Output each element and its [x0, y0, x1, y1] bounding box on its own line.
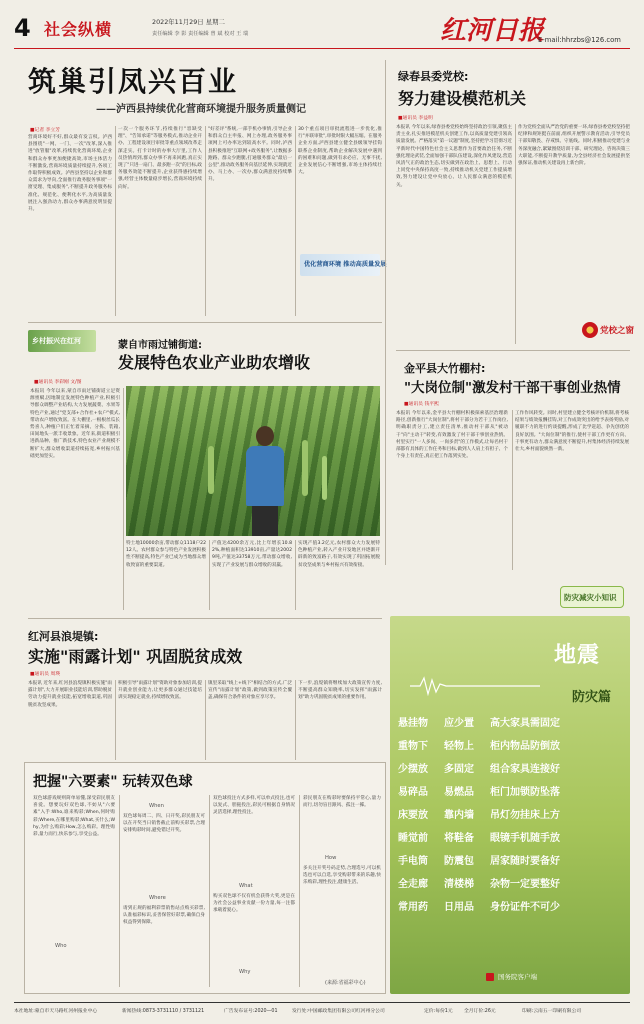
column-divider: [295, 680, 296, 760]
tip-text: 日用品: [444, 902, 474, 913]
right-top-byline: ■通讯员 李益明: [398, 116, 433, 121]
right-top-body-col2: 作为党校全面从严治党的重要一环,绿春县委党校坚持把纪律和规矩挺在前面,组织开展警示教育活动,引导党员干部知敬畏、存戒惧、守底线。同时,积极推动党建与业务深度融合,紧紧围绕培训干部、研究理论、咨询决策三大职能,不断提升教学质量,为全县经济社会发展提供坚强保证,推动机关建设再上新台阶。: [518, 125, 630, 167]
tip-text: 吊灯勿挂床上方: [490, 810, 560, 821]
footer-address: 本社地址:蒙自市天马路红河州报业中心: [14, 1009, 98, 1014]
right-top-title: 努力建设模范机关: [398, 89, 527, 108]
section-rule: [396, 350, 630, 351]
tip-text: 高大家具需固定: [490, 718, 560, 729]
tip-text: 重物下: [398, 741, 428, 752]
lottery-col4: 彩民朋友在购彩时要保持平常心,量力而行,切勿盲目跟风、孤注一掷。: [303, 796, 381, 809]
honghe-body-col4: 下一步,浪堤镇将继续加大政策宣传力度,不断提高群众知晓率,切实发挥"雨露计划"助力巩固脱贫成果的重要作用。: [298, 681, 382, 701]
feature-body-col3: 产值达4200余万元,比上年增长10.82%,种植面积达13910亩,产量达20029吨,产值达33758万元,带动群众增收,实现了产业发展与群众增收的双赢。: [212, 541, 292, 568]
subhead-why: Why: [239, 969, 251, 975]
editors-line: 责任编辑 李 影 责任编辑 曾 斌 校对 王 瑞: [152, 31, 249, 37]
disaster-header-tag: [560, 582, 624, 612]
feature-body-col2: 特土地10000余亩,带动群众1118户2212人。农村群众参与特色产业发展积极性不断提高,特色产业已成为当地群众增收致富的重要渠道。: [126, 541, 206, 568]
honghe-body-col1: 本报讯 近年来,红河县浪堤镇积极实施"雨露计划",大力开展职业技能培训,帮助脱贫劳动力提升就业技能,拓宽增收渠道,巩固脱贫攻坚成果。: [28, 681, 112, 708]
feature-title: 发展特色农业产业助农增收: [118, 353, 311, 372]
footer: [14, 1007, 630, 1019]
column-divider: [115, 680, 116, 760]
tip-text: 全走廊: [398, 879, 428, 890]
column-divider: [205, 680, 206, 760]
column-divider: [205, 126, 206, 316]
tip-row: [398, 714, 626, 729]
column-divider: [209, 795, 210, 987]
seismic-wave-icon: [410, 676, 540, 696]
feature-byline: ■通讯员 李彩刚 文/图: [34, 380, 82, 385]
column-divider: [512, 410, 513, 570]
tip-row: [398, 783, 626, 798]
lottery-col1: 双色球游戏规则简单易懂,深受彩民朋友喜爱。想要玩好双色球,不妨从"六要素"入手:Who,谁来购彩;When,何时购彩;Where,在哪里购彩;What,买什么;Why,为什么购彩;How,怎么购彩。理性购彩,量力而行,快乐参与,享受公益。: [33, 796, 115, 838]
feature-kicker: 蒙自市雨过铺街道:: [118, 340, 202, 351]
photo-gourd: [302, 440, 308, 496]
tip-text: 悬挂物: [398, 718, 428, 729]
paper-logo: 红河日报: [440, 16, 545, 46]
footer-phone: 新闻热线:0873-3731110 / 3731121: [122, 1009, 205, 1014]
jinping-byline: ■通讯员 钱平熙: [404, 402, 439, 407]
footer-ad-license: 广告发布证号:2020—01: [224, 1009, 278, 1014]
jinping-kicker: 金平县大竹棚村:: [404, 362, 486, 375]
page-number: 4: [14, 14, 31, 42]
right-top-kicker: 绿春县委党校:: [398, 70, 469, 83]
lead-body-col3: "好差评"系统,一部手机办事情,引导企业和群众自主申报、网上办理,政务服务事项网上可办率达到较高水平。同时,泸西县积极推进"互联网+政务服务",让数据多跑路、群众少跑腿,打通服务群众"最后一公里",推动政务服务向基层延伸,实现就近办、马上办、一次办,群众满意度持续攀升。: [208, 127, 292, 183]
lead-body-col2: 一次一个服务环节,持续推行"容缺受理"、"告知承诺"等服务模式,推动企业开办、工程建设项目审批等重点领域改革走深走实。打卡计时的办事大厅里,工作人员热情周到,群众办事不再来回跑,真正实现了"只进一扇门、最多跑一次"的目标,政务服务效能不断提升,企业获得感持续增强,经营主体数量稳步增长,营商环境持续向好。: [118, 127, 202, 190]
jinping-title: "大岗位制"激发村干部干事创业热情: [404, 380, 621, 396]
feature-body-col4: 实现产值3.2亿元,农村群众大力发展特色种植产业,转入产业开发地区并逐渐开辟新的致富路子,有效实现了巩固拓展脱贫攻坚成果与乡村振兴有效衔接。: [298, 541, 380, 568]
tip-text: 将鞋备: [444, 833, 474, 844]
badge-label: 党校之窗: [600, 326, 635, 336]
subhead-how: How: [325, 855, 337, 861]
lottery-col4b: 多关注开奖号码走势,合理选号,可以机选也可以自选,享受购彩带来的乐趣,快乐购彩,理性投注,健康生活。: [303, 866, 381, 886]
photo-gourd: [322, 456, 327, 500]
lottery-title: 把握"六要素" 玩转双色球: [33, 774, 193, 790]
tip-text: 易燃品: [444, 787, 474, 798]
disaster-header-label: 防灾减灾小知识: [564, 593, 617, 602]
section-rule: [28, 618, 382, 619]
tip-text: 身份证件不可少: [490, 902, 560, 913]
honghe-title: 实施"雨露计划" 巩固脱贫成效: [28, 647, 243, 666]
disaster-tips-grid: [398, 714, 626, 921]
masthead-rule: [14, 48, 630, 49]
jinping-body-col1: 本报讯 今年以来,金平县大竹棚村积极探索基层治理新路径,创新推行"大岗位制",将村干部分为若干工作岗位,明确职责分工,建立责任清单,推动村干部从"被动干"向"主动干"转变,有效激发了村干部干事创业热情。村里实行"一人多岗、一岗多责"的工作模式,让每名村干部都有具体的工作任务和目标,做到人人肩上有担子、个个身上有责任,真正把工作落到实处。: [396, 411, 508, 460]
column-divider: [295, 126, 296, 316]
tip-text: 轻物上: [444, 741, 474, 752]
tip-text: 多固定: [444, 764, 474, 775]
tip-text: 居家随时要备好: [490, 856, 560, 867]
lottery-source: (来源:省福彩中心): [325, 980, 366, 986]
disaster-title: 地震: [554, 643, 601, 668]
tip-row: [398, 806, 626, 821]
party-school-badge: [582, 320, 634, 340]
tip-row: [398, 875, 626, 890]
lead-body-col1: 营商环境好不好,群众最有发言权。泸西县围绕"一网、一门、一次"改革,深入推进"放管服"改革,持续优化营商环境,企业和群众办事更加便捷高效,市场主体活力不断激发,营商环境质量持续提升,各项工作取得积极成效。泸西县坚持以企业和群众需求为导向,全面推行政务服务事项"一窗受理、集成服务",不断提升政务服务标准化、规范化、便利化水平,为高质量发展注入强劲动力,群众办事满意度明显提升。: [28, 135, 112, 213]
column-divider: [119, 795, 120, 987]
disaster-subtitle: 防灾篇: [572, 690, 612, 705]
tip-text: 组合家具连接好: [490, 764, 560, 775]
disaster-panel: [390, 616, 630, 994]
subhead-where: Where: [149, 895, 166, 901]
tip-text: 应少置: [444, 718, 474, 729]
tip-row: [398, 852, 626, 867]
lead-subtitle: ——泸西县持续优化营商环境提升服务质量侧记: [96, 104, 306, 115]
tip-row: [398, 898, 626, 913]
tip-text: 易碎品: [398, 787, 428, 798]
tip-text: 柜门加锁防坠落: [490, 787, 560, 798]
column-tag-label: 乡村振兴在红河: [32, 337, 81, 345]
tip-row: [398, 760, 626, 775]
column-divider: [295, 540, 296, 610]
footer-price: 定价:每份1元: [424, 1009, 453, 1014]
banner-text: 优化营商环境 推动高质量发展: [304, 261, 387, 268]
subhead-who: Who: [55, 943, 67, 949]
lead-byline: ■记者 李立芳: [30, 128, 61, 133]
subhead-what: What: [239, 883, 253, 889]
column-divider: [209, 540, 210, 610]
honghe-kicker: 红河县浪堤镇:: [28, 630, 99, 643]
lead-headline: 筑巢引凤兴百业: [28, 65, 239, 98]
lottery-col2b: 请到正规的福利彩票销售站点购买彩票,认准福彩标识,妥善保管好彩票,确保自身权益得到保障。: [123, 906, 205, 926]
emblem-icon: [582, 322, 598, 338]
lead-body-col4: 30个重点项目审批流程进一步优化,推行"并联审批",审批时限大幅压缩。在服务企业方面,泸西县建立健全县级领导挂钩联系企业制度,帮助企业解决发展中遇到的困难和问题,做到有求必应、无事不扰,企业发展信心不断增强,市场主体持续壮大。: [298, 127, 382, 176]
feature-photo: [126, 386, 380, 536]
footer-rule: [14, 1002, 630, 1003]
tip-text: 常用药: [398, 902, 428, 913]
column-divider: [515, 124, 516, 344]
section-rule: [28, 322, 382, 323]
feature-body-col1: 本报讯 今年以来,蒙自市雨过铺街道立足资源禀赋,因地制宜发展特色种植产业,积极引导群众调整产业结构,大力发展蔬菜、水果等特色产业,通过"党支部+合作社+农户"模式,带动农户增收致富。在大棚里,一根根丝瓜长势喜人,种植户们正忙着采摘、分拣、装箱,田间地头一派丰收景象。近年来,街道积极引进新品种、推广新技术,特色农业产业规模不断扩大,群众增收渠道持续拓宽,乡村振兴基础更加坚实。: [30, 389, 120, 459]
column-divider: [115, 126, 116, 316]
column-divider: [385, 60, 386, 565]
issue-date: 2022年11月29日 星期二: [152, 18, 225, 26]
credit-text: 国务院客户端: [498, 973, 537, 981]
tip-text: 靠内墙: [444, 810, 474, 821]
subhead-when: When: [149, 803, 164, 809]
tip-text: 柜内物品防倒放: [490, 741, 560, 752]
tip-row: [398, 829, 626, 844]
tip-row: [398, 737, 626, 752]
photo-person: [244, 426, 286, 536]
contact-email: E-mail:hhrzbs@126.com: [538, 36, 621, 44]
tip-text: 少摆放: [398, 764, 428, 775]
section-title: 社会纵横: [44, 20, 113, 39]
column-tag: [28, 330, 96, 352]
tip-text: 睡觉前: [398, 833, 428, 844]
column-divider: [123, 388, 124, 610]
lottery-col3: 双色球投注方式多样,可以单式投注,也可以复式、胆拖投注,彩民可根据自身情况灵活选择,理性投注。: [213, 796, 295, 816]
photo-gourd: [208, 446, 214, 494]
lottery-col2: 双色球每周二、四、日开奖,彩民朋友可以在开奖当日销售截止前购买彩票,合理安排购彩时间,避免错过开奖。: [123, 814, 205, 834]
tip-text: 床要放: [398, 810, 428, 821]
tip-text: 杂物一定要整好: [490, 879, 560, 890]
footer-monthly: 全月订价:26元: [464, 1009, 496, 1014]
lead-highlight-banner: [300, 254, 387, 276]
tip-text: 手电筒: [398, 856, 428, 867]
honghe-body-col2: 积极引导"雨露计划"资助对象参加培训,提升就业创业能力,让更多群众通过技能培训实现稳定就业,持续增收致富。: [118, 681, 202, 701]
tip-text: 清楼梯: [444, 879, 474, 890]
column-divider: [299, 795, 300, 987]
lottery-col3b: 购买双色球不仅有机会获得大奖,更是在为社会公益事业贡献一份力量,每一注都承载着爱心。: [213, 894, 295, 914]
footer-printer: 印刷:云南五一印刷有限公司: [522, 1009, 582, 1014]
honghe-body-col3: 镇里采取"线上+线下"相结合的方式,广泛宣传"雨露计划"政策,做到政策宣传全覆盖,确保符合条件的对象应享尽享。: [208, 681, 292, 701]
app-icon: [486, 973, 494, 981]
tip-text: 防震包: [444, 856, 474, 867]
tip-text: 眼镜手机随手放: [490, 833, 560, 844]
lottery-box: [24, 762, 386, 994]
right-top-body-col1: 本报讯 今年以来,绿春县委党校始终坚持政治引领,聚焦主责主业,扎实推进模范机关创建工作,以高质量党建引领高质量发展。严格落实"第一议题"制度,坚持把学习贯彻习近平新时代中国特色社会主义思想作为首要政治任务,不断强化理论武装,全面加强干部队伍建设,深化作风建设,营造风清气正的政治生态,切实做到在政治上、思想上、行动上同党中央保持高度一致,持续推动机关党建工作提质增效,努力建设让党中央放心、让人民群众满意的模范机关。: [396, 125, 512, 188]
footer-distribution: 发行处:中国邮政集团有限公司红河州分公司: [292, 1009, 385, 1014]
honghe-byline: ■通讯员 周瑛: [30, 672, 61, 677]
jinping-body-col2: 工作作风转变。同时,村里建立健全考核评价机制,将考核结果与绩效报酬挂钩,对工作成效突出的给予表扬奖励,对履职不力的进行约谈提醒,形成了比学赶超、争先创优的良好氛围。"大岗位制"的推行,使村干部工作更有方向、干事更有动力,群众满意度不断提升,村集体经济持续发展壮大,乡村面貌焕然一新。: [515, 411, 629, 453]
masthead: [0, 0, 644, 48]
